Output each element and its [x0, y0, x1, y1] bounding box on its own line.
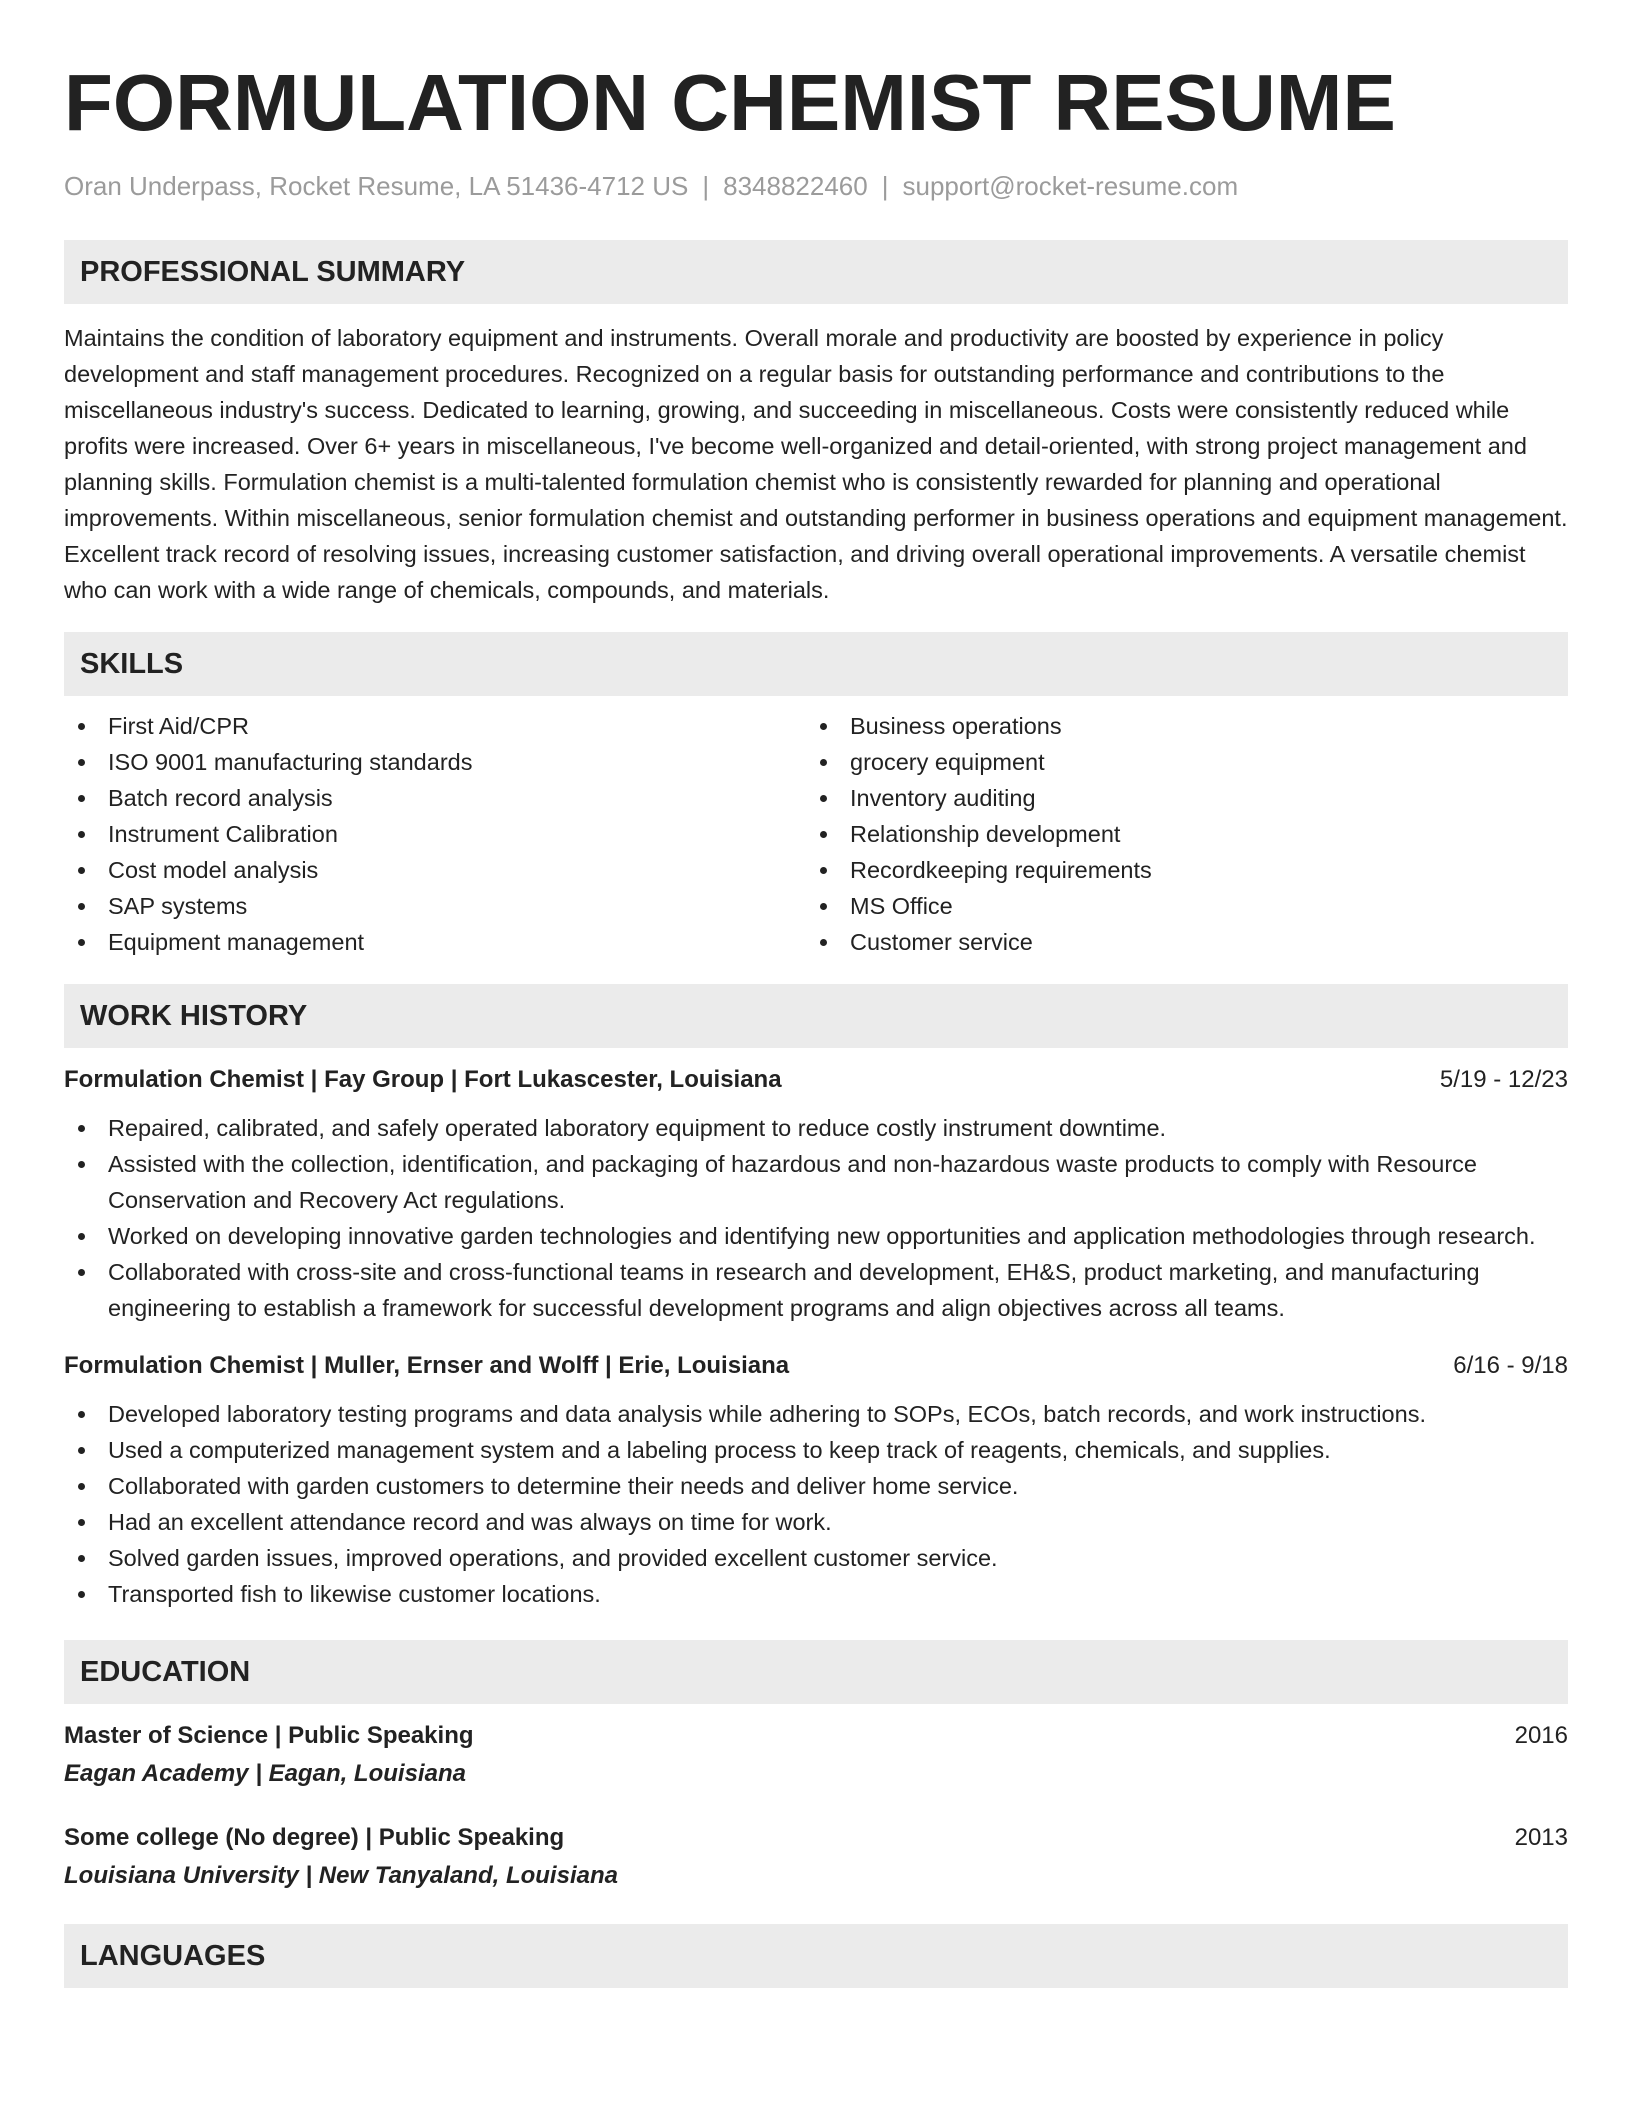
education-entry: [64, 1822, 1568, 1892]
job-bullet-text: Had an excellent attendance record and was always on time for work.: [108, 1509, 832, 1535]
bullet-icon: [78, 1269, 85, 1276]
bullet-icon: [78, 1483, 85, 1490]
job-title: Formulation Chemist | Fay Group | Fort Lukascester, Louisiana: [64, 1066, 782, 1093]
bullet-icon: [820, 939, 827, 946]
skill-label: Relationship development: [850, 821, 1121, 847]
skill-label: SAP systems: [108, 893, 248, 919]
bullet-icon: [78, 759, 85, 766]
skill-label: Inventory auditing: [850, 785, 1036, 811]
bullet-icon: [78, 1125, 85, 1132]
job-bullets: [64, 1396, 1568, 1612]
bullet-icon: [78, 831, 85, 838]
contact-address: Oran Underpass, Rocket Resume, LA 51436-4712 US: [64, 171, 689, 201]
education-header: [64, 1720, 1568, 1752]
contact-line: [64, 170, 1568, 202]
skill-label: Equipment management: [108, 929, 365, 955]
job-bullet: [64, 1396, 1568, 1432]
work-history-heading: WORK HISTORY: [64, 984, 1568, 1048]
resume-title: FORMULATION CHEMIST RESUME: [64, 58, 1396, 147]
skill-item: [806, 780, 1548, 816]
skill-item: [64, 708, 806, 744]
skills-right-column: [806, 708, 1548, 960]
skill-item: [806, 888, 1548, 924]
job-header: [64, 1350, 1568, 1382]
skills-left-column: [64, 708, 806, 960]
job-bullet-text: Developed laboratory testing programs and data analysis while adhering to SOPs, ECOs, batch records, and work instructions.: [108, 1401, 1426, 1427]
skills-section: [64, 632, 1568, 960]
education-heading: EDUCATION: [64, 1640, 1568, 1704]
languages-section: [64, 1924, 1568, 1988]
skill-label: grocery equipment: [850, 749, 1045, 775]
education-school: Louisiana University | New Tanyaland, Louisiana: [64, 1862, 618, 1889]
contact-phone: 8348822460: [723, 171, 868, 201]
job-dates: 5/19 - 12/23: [1439, 1066, 1568, 1093]
education-section: [64, 1640, 1568, 1892]
skill-label: ISO 9001 manufacturing standards: [108, 749, 473, 775]
job-bullet: [64, 1218, 1568, 1254]
bullet-icon: [820, 903, 827, 910]
bullet-icon: [820, 867, 827, 874]
skill-item: [64, 888, 806, 924]
summary-section: [64, 240, 1568, 608]
job-bullet-text: Transported fish to likewise customer locations.: [108, 1581, 601, 1607]
summary-text: Maintains the condition of laboratory equipment and instruments. Overall morale and productivity are boosted by experience in policy development and staff management procedures. Recognized on a regular basis for outstanding performance and contributions to the miscellaneous industry's success. Dedicated to learning, growing, and succeeding in miscellaneous. Costs were consistently reduced while profits were increased. Over 6+ years in miscellaneous, I've become well-organized and detail-oriented, with strong project management and planning skills. Formulation chemist is a multi-talented formulation chemist who is consistently rewarded for planning and operational improvements. Within miscellaneous, senior formulation chemist and outstanding performer in business operations and equipment management. Excellent track record of resolving issues, increasing customer satisfaction, and driving overall operational improvements. A versatile chemist who can work with a wide range of chemicals, compounds, and materials.: [64, 325, 1568, 603]
job-bullet-text: Collaborated with garden customers to determine their needs and deliver home service.: [108, 1473, 1019, 1499]
job-entry: [64, 1350, 1568, 1612]
bullet-icon: [820, 723, 827, 730]
job-bullet: [64, 1254, 1568, 1326]
bullet-icon: [820, 831, 827, 838]
job-bullet: [64, 1540, 1568, 1576]
skill-label: Business operations: [850, 713, 1062, 739]
contact-email: support@rocket-resume.com: [902, 171, 1239, 201]
skill-item: [64, 780, 806, 816]
skill-label: Customer service: [850, 929, 1033, 955]
skill-item: [64, 816, 806, 852]
skills-columns: [64, 708, 1568, 960]
job-bullet: [64, 1468, 1568, 1504]
skill-label: Recordkeeping requirements: [850, 857, 1152, 883]
education-school: Eagan Academy | Eagan, Louisiana: [64, 1760, 466, 1787]
education-year: 2016: [1514, 1722, 1568, 1749]
skill-item: [806, 744, 1548, 780]
work-history-section: [64, 984, 1568, 1612]
bullet-icon: [820, 759, 827, 766]
skill-item: [806, 852, 1548, 888]
job-bullet-text: Collaborated with cross-site and cross-functional teams in research and development, EH&S, product marketing, and manufacturing engineering to establish a framework for successful development programs and align objectives across all teams.: [108, 1259, 1480, 1321]
skill-item: [64, 744, 806, 780]
skill-item: [806, 816, 1548, 852]
skill-label: Instrument Calibration: [108, 821, 338, 847]
job-bullet: [64, 1146, 1568, 1218]
job-bullet-text: Solved garden issues, improved operations, and provided excellent customer service.: [108, 1545, 998, 1571]
job-bullet-text: Assisted with the collection, identification, and packaging of hazardous and non-hazardous waste products to comply with Resource Conservation and Recovery Act regulations.: [108, 1151, 1478, 1213]
skill-item: [806, 708, 1548, 744]
bullet-icon: [78, 1519, 85, 1526]
summary-heading: PROFESSIONAL SUMMARY: [64, 240, 1568, 304]
job-bullet: [64, 1504, 1568, 1540]
job-title: Formulation Chemist | Muller, Ernser and Wolff | Erie, Louisiana: [64, 1352, 790, 1379]
education-degree: Master of Science | Public Speaking: [64, 1722, 474, 1749]
bullet-icon: [78, 723, 85, 730]
bullet-icon: [78, 867, 85, 874]
resume-page: [64, 0, 1568, 1988]
bullet-icon: [820, 795, 827, 802]
job-bullet: [64, 1110, 1568, 1146]
skill-item: [806, 924, 1548, 960]
skill-label: MS Office: [850, 893, 953, 919]
job-bullet-text: Used a computerized management system and a labeling process to keep track of reagents, chemicals, and supplies.: [108, 1437, 1331, 1463]
skill-label: Batch record analysis: [108, 785, 333, 811]
bullet-icon: [78, 1411, 85, 1418]
skill-label: First Aid/CPR: [108, 713, 250, 739]
skills-heading: SKILLS: [64, 632, 1568, 696]
contact-separator: |: [881, 171, 889, 201]
bullet-icon: [78, 1591, 85, 1598]
education-degree: Some college (No degree) | Public Speaking: [64, 1824, 565, 1851]
job-bullets: [64, 1110, 1568, 1326]
bullet-icon: [78, 903, 85, 910]
skill-item: [64, 852, 806, 888]
job-entry: [64, 1064, 1568, 1326]
bullet-icon: [78, 1161, 85, 1168]
bullet-icon: [78, 939, 85, 946]
job-bullet-text: Repaired, calibrated, and safely operated laboratory equipment to reduce costly instrument downtime.: [108, 1115, 1167, 1141]
job-bullet: [64, 1432, 1568, 1468]
job-header: [64, 1064, 1568, 1096]
languages-heading: LANGUAGES: [64, 1924, 1568, 1988]
job-dates: 6/16 - 9/18: [1453, 1352, 1568, 1379]
job-bullet-text: Worked on developing innovative garden technologies and identifying new opportunities and application methodologies through research.: [108, 1223, 1536, 1249]
job-bullet: [64, 1576, 1568, 1612]
skill-item: [64, 924, 806, 960]
skill-label: Cost model analysis: [108, 857, 319, 883]
bullet-icon: [78, 795, 85, 802]
education-year: 2013: [1514, 1824, 1568, 1851]
bullet-icon: [78, 1555, 85, 1562]
bullet-icon: [78, 1233, 85, 1240]
education-header: [64, 1822, 1568, 1854]
contact-separator: |: [702, 171, 710, 201]
bullet-icon: [78, 1447, 85, 1454]
education-entry: [64, 1720, 1568, 1790]
